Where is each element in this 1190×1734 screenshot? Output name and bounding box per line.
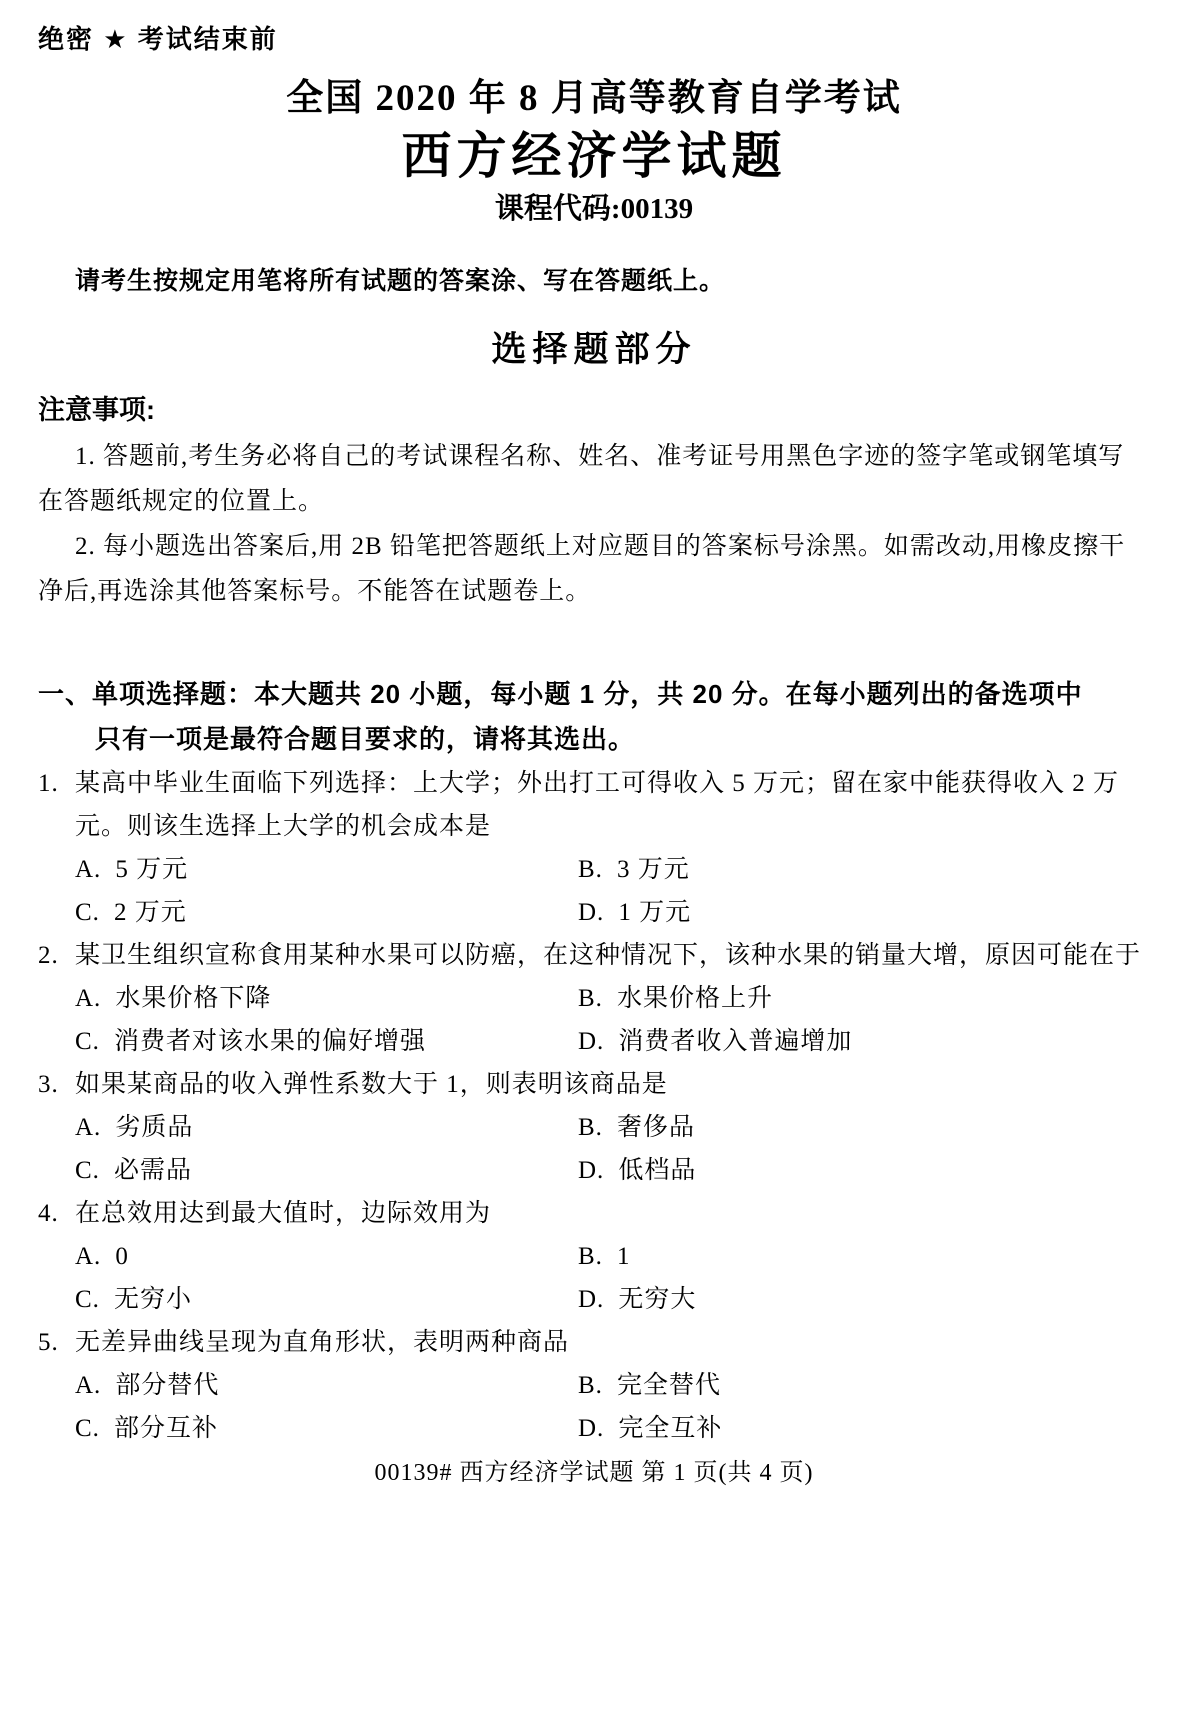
option-d	[578, 1149, 696, 1192]
question-number: 1.	[38, 770, 59, 797]
question-text: 无差异曲线呈现为直角形状，表明两种商品	[75, 1329, 570, 1356]
option-label: A.	[75, 1243, 102, 1270]
option-label: B.	[578, 1243, 603, 1270]
note-item-1: 1. 答题前,考生务必将自己的考试课程名称、姓名、准考证号用黑色字迹的签字笔或钢笔填写在答题纸规定的位置上。	[38, 443, 1125, 515]
classification-line: 绝密 ★ 考试结束前	[38, 24, 278, 54]
option-a	[75, 1235, 578, 1278]
option-label: D.	[578, 1028, 605, 1055]
question-number: 2.	[38, 942, 59, 969]
exam-instruction: 请考生按规定用笔将所有试题的答案涂、写在答题纸上。	[75, 267, 726, 295]
option-d	[578, 891, 691, 934]
option-text: 水果价格下降	[115, 985, 272, 1012]
option-text: 1	[616, 1243, 631, 1270]
part-heading-line2: 只有一项是最符合题目要求的，请将其选出。	[95, 724, 636, 754]
option-row	[75, 848, 1150, 891]
question-stem	[38, 934, 1150, 977]
option-label: C.	[75, 1157, 100, 1184]
notes-heading: 注意事项:	[38, 395, 155, 425]
option-text: 无穷小	[113, 1286, 192, 1313]
option-text: 无穷大	[618, 1286, 697, 1313]
option-row	[75, 1149, 1150, 1192]
option-label: D.	[578, 1415, 605, 1442]
option-c	[75, 1278, 578, 1321]
option-label: C.	[75, 1415, 100, 1442]
question-options	[75, 848, 1150, 934]
option-text: 奢侈品	[616, 1114, 695, 1141]
question-stem	[38, 1192, 1150, 1235]
option-text: 部分互补	[113, 1415, 218, 1442]
option-row	[75, 1235, 1150, 1278]
questions-list	[38, 762, 1150, 1450]
option-text: 部分替代	[115, 1372, 220, 1399]
question-number: 3.	[38, 1071, 59, 1098]
option-d	[578, 1407, 722, 1450]
option-text: 1 万元	[618, 899, 692, 926]
option-row	[75, 1407, 1150, 1450]
option-label: B.	[578, 1114, 603, 1141]
option-label: B.	[578, 1372, 603, 1399]
question-text: 在总效用达到最大值时，边际效用为	[75, 1200, 492, 1227]
option-label: B.	[578, 856, 603, 883]
option-text: 消费者收入普遍增加	[618, 1028, 853, 1055]
course-code: 课程代码:00139	[494, 193, 694, 225]
option-label: C.	[75, 1286, 100, 1313]
part-heading-line1: 一、单项选择题：本大题共 20 小题，每小题 1 分，共 20 分。在每小题列出的备选项中	[38, 679, 1083, 709]
option-b	[578, 848, 690, 891]
option-row	[75, 1106, 1150, 1149]
option-text: 完全互补	[618, 1415, 723, 1442]
option-text: 完全替代	[616, 1372, 721, 1399]
option-label: A.	[75, 985, 102, 1012]
option-a	[75, 977, 578, 1020]
question-5	[38, 1321, 1150, 1450]
question-stem	[38, 1321, 1150, 1364]
option-text: 消费者对该水果的偏好增强	[113, 1028, 426, 1055]
question-1	[38, 762, 1150, 934]
option-text: 5 万元	[115, 856, 189, 883]
question-stem	[38, 762, 1150, 848]
option-d	[578, 1278, 696, 1321]
question-options	[75, 1235, 1150, 1321]
question-2	[38, 934, 1150, 1063]
question-text: 某卫生组织宣称食用某种水果可以防癌，在这种情况下，该种水果的销量大增，原因可能在于	[75, 942, 1142, 969]
option-b	[578, 977, 773, 1020]
option-label: A.	[75, 1372, 102, 1399]
option-label: D.	[578, 899, 605, 926]
option-b	[578, 1235, 630, 1278]
exam-title: 全国 2020 年 8 月高等教育自学考试	[286, 78, 902, 119]
option-row	[75, 1020, 1150, 1063]
page-footer: 00139# 西方经济学试题 第 1 页(共 4 页)	[374, 1460, 814, 1486]
option-row	[75, 977, 1150, 1020]
option-b	[578, 1106, 695, 1149]
option-text: 0	[115, 1243, 129, 1270]
question-text: 如果某商品的收入弹性系数大于 1，则表明该商品是	[75, 1071, 668, 1098]
question-stem	[38, 1063, 1150, 1106]
option-c	[75, 1149, 578, 1192]
option-row	[75, 1364, 1150, 1407]
option-text: 3 万元	[616, 856, 690, 883]
option-d	[578, 1020, 852, 1063]
option-label: A.	[75, 856, 102, 883]
option-label: C.	[75, 1028, 100, 1055]
section-title: 选择题部分	[491, 330, 697, 369]
question-number: 5.	[38, 1329, 59, 1356]
option-a	[75, 1364, 578, 1407]
option-text: 水果价格上升	[616, 985, 773, 1012]
option-c	[75, 891, 578, 934]
option-c	[75, 1020, 578, 1063]
option-label: B.	[578, 985, 603, 1012]
question-3	[38, 1063, 1150, 1192]
option-b	[578, 1364, 721, 1407]
option-a	[75, 848, 578, 891]
option-text: 低档品	[618, 1157, 697, 1184]
option-label: D.	[578, 1286, 605, 1313]
note-item-2: 2. 每小题选出答案后,用 2B 铅笔把答题纸上对应题目的答案标号涂黑。如需改动,用橡皮擦干净后,再选涂其他答案标号。不能答在试题卷上。	[38, 533, 1126, 605]
option-text: 2 万元	[113, 899, 187, 926]
option-label: D.	[578, 1157, 605, 1184]
option-label: A.	[75, 1114, 102, 1141]
option-row	[75, 891, 1150, 934]
option-label: C.	[75, 899, 100, 926]
question-options	[75, 977, 1150, 1063]
question-4	[38, 1192, 1150, 1321]
question-text: 某高中毕业生面临下列选择：上大学；外出打工可得收入 5 万元；留在家中能获得收入 2 万元。则该生选择上大学的机会成本是	[75, 770, 1120, 840]
question-options	[75, 1364, 1150, 1450]
option-text: 劣质品	[115, 1114, 194, 1141]
part-heading	[38, 672, 1150, 762]
paper-title: 西方经济学试题	[401, 128, 787, 184]
question-options	[75, 1106, 1150, 1192]
option-text: 必需品	[113, 1157, 192, 1184]
option-a	[75, 1106, 578, 1149]
option-row	[75, 1278, 1150, 1321]
option-c	[75, 1407, 578, 1450]
question-number: 4.	[38, 1200, 59, 1227]
